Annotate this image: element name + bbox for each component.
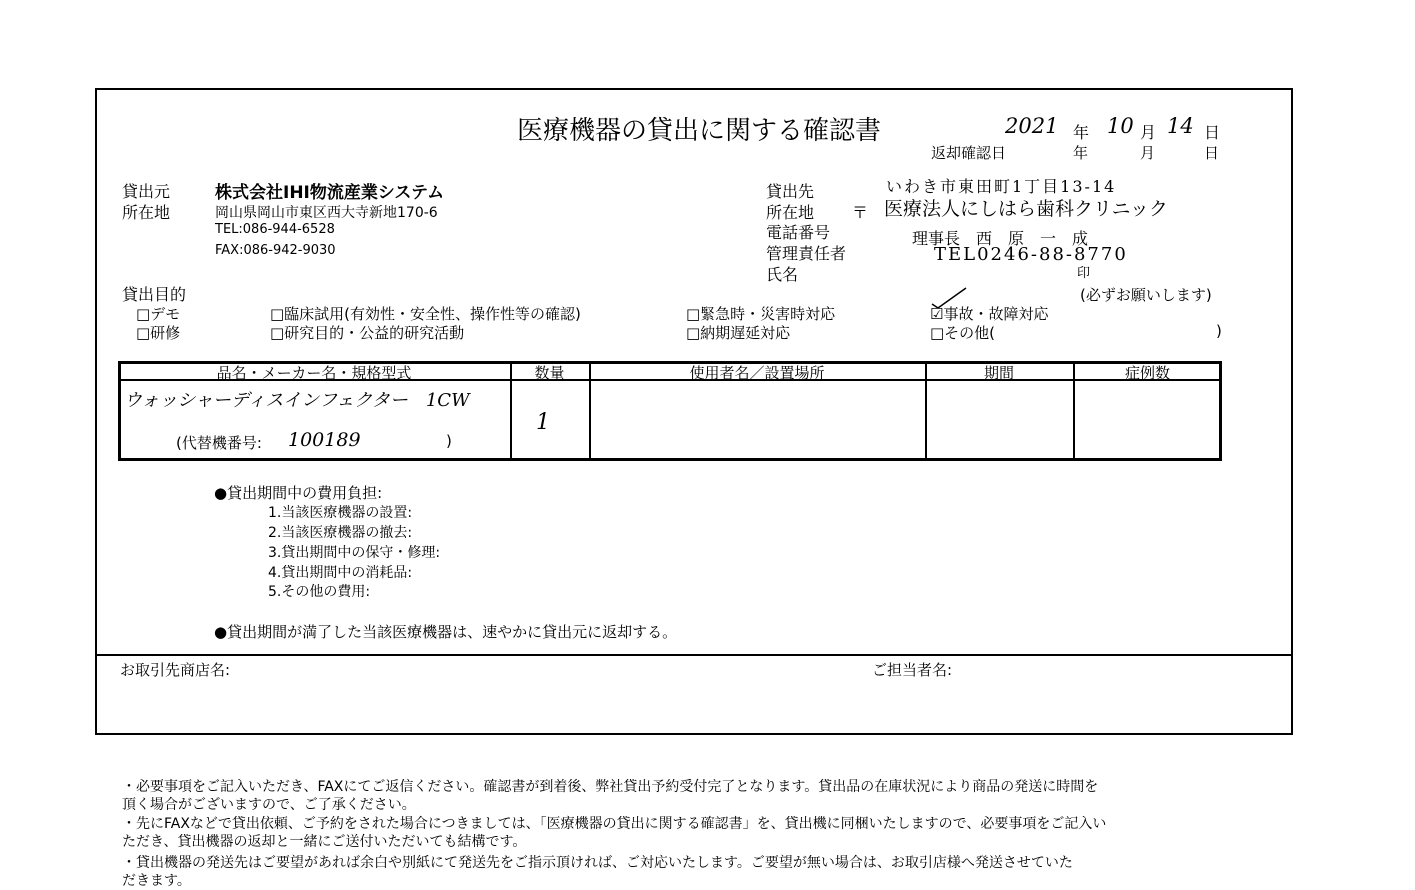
person-name-label: ご担当者名: [872,661,953,679]
cost-item: 3.貸出期間中の保守・修理: [268,545,441,561]
date-day-label: 日 [1204,123,1221,142]
lender-fax: FAX:086-942-9030 [215,243,336,258]
borrower-label: 貸出先 [766,182,815,201]
purpose-training[interactable]: □研修 [136,324,181,342]
cost-item: 1.当該医療機器の設置: [268,505,413,521]
alt-number-value: 100189 [288,429,361,451]
stamp-clinic: 医療法人にしはら歯科クリニック [884,198,1168,220]
note-line: 頂く場合がございますので、ご了承ください。 [122,797,416,813]
return-date-label: 返却確認日 [931,144,1007,162]
table-quantity: 1 [536,410,550,435]
return-month-label: 月 [1140,144,1156,162]
lender-label: 貸出元 [122,182,171,201]
cost-item: 2.当該医療機器の撤去: [268,525,413,541]
purpose-other[interactable]: □その他( [930,324,996,342]
cost-item: 4.貸出期間中の消耗品: [268,565,413,581]
table-header-quantity: 数量 [534,364,565,382]
alt-number-label: (代替機番号: [176,434,262,452]
alt-number-close: ) [446,432,452,450]
purpose-delivery-delay[interactable]: □納期遅延対応 [686,324,791,342]
request-note: (必ずお願いします) [1080,286,1212,304]
purpose-emergency[interactable]: □緊急時・災害時対応 [686,305,836,323]
check-mark-icon [930,286,970,310]
date-year-value: 2021 [1005,114,1059,138]
date-year-label: 年 [1073,123,1090,142]
table-header-item: 品名・メーカー名・規格型式 [216,364,412,382]
purpose-clinical-trial[interactable]: □臨床試用(有効性・安全性、操作性等の確認) [270,305,581,323]
document-title: 医療機器の貸出に関する確認書 [517,116,882,146]
seal-label: 印 [1077,266,1091,281]
table-header-period: 期間 [983,364,1014,382]
lender-tel: TEL:086-944-6528 [215,222,335,237]
stamp-tel: TEL0246-88-8770 [934,244,1128,265]
return-note: ●貸出期間が満了した当該医療機器は、速やかに貸出元に返却する。 [214,623,678,641]
lender-address: 岡山県岡山市東区西大寺新地170-6 [215,205,438,221]
note-line: だきます。 [122,873,191,889]
costs-heading: ●貸出期間中の費用負担: [214,484,383,502]
purpose-other-close: ) [1216,322,1222,340]
table-header-user-location: 使用者名／設置場所 [689,364,825,382]
note-line: ・必要事項をご記入いただき、FAXにてご返信ください。確認書が到着後、弊社貸出予約受付完了となります。貸出品の在庫状況により商品の発送に時間を [122,779,1099,795]
borrower-name-label: 氏名 [766,265,799,284]
table-item-name: ウォッシャーディスインフェクター 1CW [124,390,470,411]
return-year-label: 年 [1073,144,1089,162]
stamp-director: 理事長 西 原 一 成 [912,229,1089,248]
return-day-label: 日 [1204,144,1220,162]
purpose-label: 貸出目的 [122,285,187,304]
note-line: ただき、貸出機器の返却と一緒にご送付いただいても結構です。 [122,834,527,850]
purpose-demo[interactable]: □デモ [136,305,181,323]
note-line: ・先にFAXなどで貸出依頼、ご予約をされた場合につきましては、「医療機器の貸出に関する確認書」を、貸出機に同梱いたしますので、必要事項をご記入い [122,816,1107,832]
borrower-address-label: 所在地 [766,203,815,222]
stamp-address: いわき市東田町1丁目13-14 [886,177,1117,196]
lender-address-label: 所在地 [122,203,171,222]
table-header-cases: 症例数 [1124,364,1170,382]
borrower-phone-label: 電話番号 [766,223,831,242]
postal-mark: 〒 [852,203,869,222]
footer-divider [95,654,1293,656]
borrower-manager-label: 管理責任者 [766,244,847,263]
lender-company: 株式会社IHI物流産業システム [215,183,445,203]
note-line: ・貸出機器の発送先はご要望があれば余白や別紙にて発送先をご指示頂ければ、ご対応いたします。ご要望が無い場合は、お取引店様へ発送させていた [122,855,1073,871]
date-month-value: 10 [1107,114,1134,138]
purpose-accident[interactable]: ☑事故・故障対応 [930,305,1049,323]
date-month-label: 月 [1140,123,1157,142]
cost-item: 5.その他の費用: [268,584,371,600]
shop-name-label: お取引先商店名: [120,661,231,679]
purpose-research[interactable]: □研究目的・公益的研究活動 [270,324,465,342]
date-day-value: 14 [1167,114,1194,138]
